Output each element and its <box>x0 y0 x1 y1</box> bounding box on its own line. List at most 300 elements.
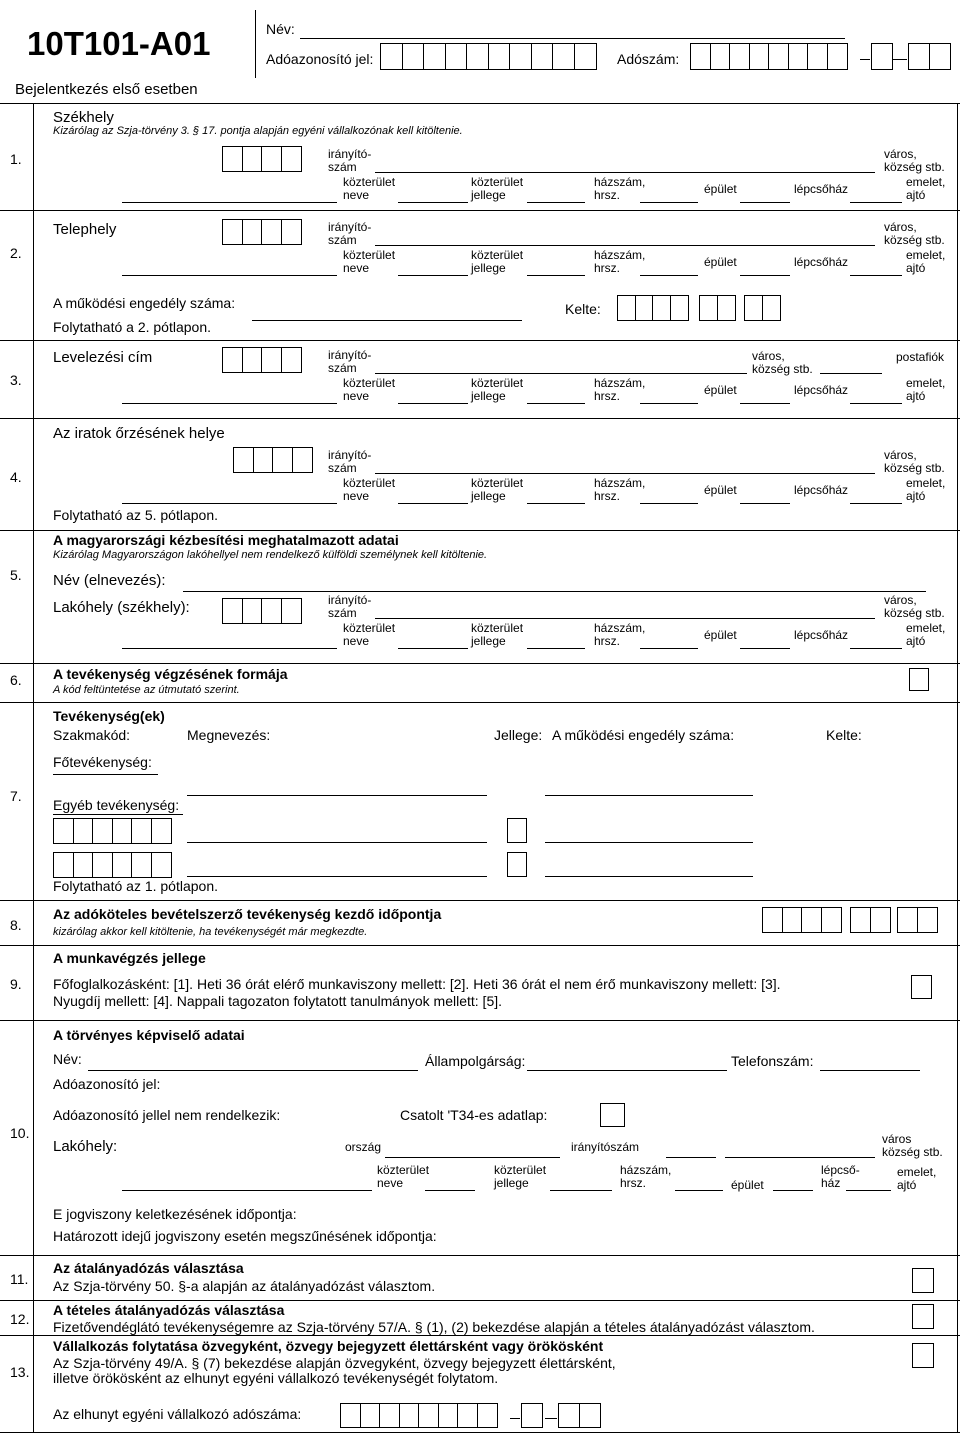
input-box-cell[interactable] <box>222 219 243 245</box>
input-box-cell[interactable] <box>908 43 930 70</box>
input-box-cell[interactable] <box>917 907 938 933</box>
house-number-label: házszám, hrsz. <box>620 1163 672 1190</box>
dash <box>860 59 870 60</box>
input-box-cell[interactable] <box>131 852 152 878</box>
input-box-cell[interactable] <box>272 447 293 473</box>
section-text: Fizetővendéglátó tevékenységemre az Szja-törvény 57/A. § (1), (2) bekezdése alapján a tételes átalányadózást választom. <box>53 1319 815 1335</box>
input-box-cell[interactable] <box>402 43 425 70</box>
input-box-cell[interactable] <box>788 43 809 70</box>
stair-label: lépcsőház <box>794 383 849 397</box>
city-line[interactable] <box>375 245 875 246</box>
street-name-label: közterület neve <box>343 621 396 648</box>
itemized-flat-rate-box[interactable] <box>912 1304 934 1329</box>
house-number-line[interactable] <box>640 503 698 504</box>
house-number-label: házszám, hrsz. <box>594 476 646 503</box>
input-box-cell[interactable] <box>131 818 152 844</box>
agent-name-line[interactable] <box>183 591 926 592</box>
header-taxnum-boxes-1[interactable] <box>690 43 846 70</box>
input-box-cell[interactable] <box>261 598 282 624</box>
input-box-cell[interactable] <box>73 852 94 878</box>
street-name-line[interactable] <box>398 503 468 504</box>
stair-line[interactable] <box>850 403 902 404</box>
sep <box>0 945 960 946</box>
house-number-line[interactable] <box>640 275 698 276</box>
continue-note: Folytatható az 5. pótlapon. <box>53 507 218 523</box>
postal-code-label: irányító- szám <box>328 147 372 174</box>
input-box-cell[interactable] <box>242 347 263 373</box>
rep-attached-label: Csatolt 'T34-es adatlap: <box>400 1107 548 1123</box>
input-box-cell[interactable] <box>574 43 597 70</box>
col-code: Szakmakód: <box>53 727 131 743</box>
rep-country-line[interactable] <box>385 1157 560 1158</box>
street-name-label: közterület neve <box>343 476 396 503</box>
section-title: Az adóköteles bevételszerző tevékenység kezdő időpontja <box>53 906 442 922</box>
postal-code-boxes[interactable] <box>222 347 300 373</box>
input-box-cell[interactable] <box>261 146 282 172</box>
section-number: 1. <box>10 151 22 167</box>
other-activity-line <box>53 814 183 815</box>
postal-code-boxes[interactable] <box>222 598 300 624</box>
city-line[interactable] <box>375 473 875 474</box>
sep <box>0 1300 960 1301</box>
building-label: épület <box>731 1178 764 1192</box>
sep <box>0 530 960 531</box>
license-number-line[interactable] <box>252 320 522 321</box>
input-box-cell[interactable] <box>690 43 711 70</box>
input-box-cell[interactable] <box>768 43 789 70</box>
input-box-cell[interactable] <box>380 43 403 70</box>
frame-num-col <box>33 103 34 1433</box>
rep-phone-line[interactable] <box>820 1070 920 1071</box>
sep <box>0 1335 960 1336</box>
city-label: város, község stb. <box>884 593 945 620</box>
start-date-boxes[interactable] <box>850 907 889 933</box>
section-number: 9. <box>10 976 22 992</box>
form-code: 10T101-A01 <box>27 25 211 62</box>
rep-street-type[interactable] <box>550 1190 612 1191</box>
input-box-cell[interactable] <box>292 447 313 473</box>
input-box-cell[interactable] <box>477 1403 498 1428</box>
rep-end-label: Határozott idejű jogviszony esetén megszűnésének időpontja: <box>53 1228 437 1244</box>
input-box-cell[interactable] <box>399 1403 420 1428</box>
other-activity-license-2[interactable] <box>545 876 753 877</box>
input-box-cell[interactable] <box>438 1403 459 1428</box>
section-number: 4. <box>10 469 22 485</box>
section-text: Az Szja-törvény 50. §-a alapján az átalányadózást választom. <box>53 1278 436 1294</box>
dash <box>545 1418 557 1419</box>
input-box-cell[interactable] <box>281 146 302 172</box>
section-text-2: illetve örökösként az elhunyt egyéni vállalkozó tevékenységét folytatom. <box>53 1370 499 1386</box>
input-box-cell[interactable] <box>261 347 282 373</box>
input-box-cell[interactable] <box>617 295 636 321</box>
input-box-cell[interactable] <box>509 43 532 70</box>
postal-code-label: irányító- szám <box>328 448 372 475</box>
header-divider <box>255 10 256 78</box>
street-type-line[interactable] <box>527 275 585 276</box>
city-line[interactable] <box>375 172 875 173</box>
section-number: 7. <box>10 788 22 804</box>
stair-line[interactable] <box>850 503 902 504</box>
section-title: Vállalkozás folytatása özvegyként, özvegy bejegyzett élettársként vagy örökösként <box>53 1338 604 1354</box>
rep-taxid-label: Adóazonosító jel: <box>53 1076 161 1092</box>
input-box-cell[interactable] <box>466 43 489 70</box>
main-activity-name-line[interactable] <box>187 795 487 796</box>
stair-line[interactable] <box>850 648 902 649</box>
main-activity-license-line[interactable] <box>545 795 753 796</box>
col-license: A működési engedély száma: <box>552 727 735 743</box>
rep-street-name[interactable] <box>425 1190 475 1191</box>
deceased-taxnum-boxes-1[interactable] <box>340 1403 496 1428</box>
postal-code-boxes[interactable] <box>222 146 300 172</box>
street-name-line[interactable] <box>398 275 468 276</box>
street-name-line[interactable] <box>398 202 468 203</box>
input-box-cell[interactable] <box>897 907 918 933</box>
section-note: kizárólag akkor kell kitöltenie, ha tevékenységét már megkezdte. <box>53 926 368 938</box>
section-title: Telephely <box>53 221 117 238</box>
house-number-line[interactable] <box>640 202 698 203</box>
rep-building[interactable] <box>773 1190 813 1191</box>
rep-postal-label: irányítószám <box>571 1140 640 1154</box>
header-taxid-boxes[interactable] <box>380 43 595 70</box>
section-title: Székhely <box>53 109 114 126</box>
input-box-cell[interactable] <box>531 43 554 70</box>
input-box-cell[interactable] <box>850 907 871 933</box>
building-line[interactable] <box>740 403 790 404</box>
input-box-cell[interactable] <box>340 1403 361 1428</box>
floor-label: emelet, ajtó <box>906 376 946 403</box>
input-box-cell[interactable] <box>744 295 763 321</box>
building-line[interactable] <box>740 275 790 276</box>
header-name-line[interactable] <box>300 38 845 39</box>
input-box-cell[interactable] <box>717 295 736 321</box>
street-type-label: közterület jellege <box>471 476 524 503</box>
section-number: 13. <box>10 1364 30 1380</box>
street-type-label: közterület jellege <box>471 621 524 648</box>
rep-attached-box[interactable] <box>600 1103 625 1127</box>
agent-name-label: Név (elnevezés): <box>53 572 166 589</box>
street-type-line[interactable] <box>527 403 585 404</box>
postal-code-boxes[interactable] <box>233 447 311 473</box>
activity-code-boxes-2[interactable] <box>53 852 170 878</box>
license-date-label: Kelte: <box>565 301 601 317</box>
street-type-line[interactable] <box>527 202 585 203</box>
input-box-cell[interactable] <box>379 1403 400 1428</box>
frame-right <box>957 103 958 1433</box>
floor-label: emelet, ajtó <box>906 476 946 503</box>
building-line[interactable] <box>740 503 790 504</box>
input-box-cell[interactable] <box>445 43 468 70</box>
street-name-label: közterület neve <box>343 376 396 403</box>
rep-city-label: város község stb. <box>882 1132 943 1159</box>
input-box-cell[interactable] <box>418 1403 439 1428</box>
building-label: épület <box>704 255 737 269</box>
input-box-cell[interactable] <box>782 907 803 933</box>
postbox-label: postafiók <box>896 350 945 364</box>
input-box-cell[interactable] <box>92 852 113 878</box>
input-box-cell[interactable] <box>281 347 302 373</box>
input-box-cell[interactable] <box>801 907 822 933</box>
continue-note: Folytatható a 2. pótlapon. <box>53 319 211 335</box>
section-note: Kizárólag Magyarországon lakóhellyel nem rendelkező külföldi személynek kell kitöltenie. <box>53 549 488 561</box>
building-line[interactable] <box>740 648 790 649</box>
input-box-cell[interactable] <box>53 852 74 878</box>
street-type-line[interactable] <box>527 648 585 649</box>
section-title: Levelezési cím <box>53 349 153 366</box>
input-box-cell[interactable] <box>635 295 654 321</box>
section-title: Az átalányadózás választása <box>53 1260 244 1276</box>
section-number: 12. <box>10 1311 30 1327</box>
input-box-cell[interactable] <box>652 295 671 321</box>
sep <box>0 210 960 211</box>
input-box-cell[interactable] <box>710 43 731 70</box>
rep-citizenship-label: Állampolgárság: <box>425 1053 526 1069</box>
input-box-cell[interactable] <box>457 1403 478 1428</box>
rep-citizenship-line[interactable] <box>527 1070 727 1071</box>
postal-code-label: irányító- szám <box>328 593 372 620</box>
work-type-text-1: Főfoglalkozásként: [1]. Heti 36 órát elérő munkaviszony mellett: [2]. Heti 36 órát el nem érő munkaviszony mellett: [3]. <box>53 976 781 992</box>
sep <box>0 340 960 341</box>
input-box-cell[interactable] <box>261 219 282 245</box>
frame-bottom <box>0 1432 960 1433</box>
input-box-cell[interactable] <box>253 447 274 473</box>
col-date: Kelte: <box>826 727 862 743</box>
input-box-cell[interactable] <box>112 818 133 844</box>
other-activity-name-1[interactable] <box>187 842 487 843</box>
input-box-cell[interactable] <box>242 146 263 172</box>
input-box-cell[interactable] <box>827 43 848 70</box>
floor-label: emelet, ajtó <box>906 621 946 648</box>
input-box-cell[interactable] <box>222 146 243 172</box>
sep <box>0 1255 960 1256</box>
section-title: A tételes átalányadózás választása <box>53 1302 285 1318</box>
rep-country-label: ország <box>345 1140 382 1154</box>
frame-top <box>0 103 960 104</box>
header-taxnum-box-2[interactable] <box>871 43 893 70</box>
form-subtitle: Bejelentkezés első esetben <box>15 81 198 98</box>
street-name-label: közterület neve <box>343 248 396 275</box>
other-activity-name-2[interactable] <box>187 876 487 877</box>
house-number-line[interactable] <box>640 648 698 649</box>
rep-city-line[interactable] <box>725 1157 875 1158</box>
input-box-cell[interactable] <box>222 347 243 373</box>
input-box-cell[interactable] <box>552 43 575 70</box>
input-box-cell[interactable] <box>870 907 891 933</box>
city-label: város, község stb. <box>884 220 945 247</box>
section-note: A kód feltüntetése az útmutató szerint. <box>53 684 240 696</box>
license-date-boxes[interactable] <box>744 295 779 321</box>
street-name-line[interactable] <box>398 403 468 404</box>
section-title: Az iratok őrzésének helye <box>53 425 225 442</box>
section-number: 2. <box>10 245 22 261</box>
main-activity-label: Főtevékenység: <box>53 754 152 770</box>
section-number: 3. <box>10 372 22 388</box>
input-box-cell[interactable] <box>558 1403 580 1428</box>
work-type-text-2: Nyugdíj mellett: [4]. Nappali tagozaton folytatott tanulmányok mellett: [5]. <box>53 993 503 1009</box>
section-number: 11. <box>10 1271 29 1287</box>
flat-rate-box[interactable] <box>912 1268 934 1293</box>
rep-street-line[interactable] <box>122 1190 372 1191</box>
header-taxnum-label: Adószám: <box>617 51 680 67</box>
rep-stair[interactable] <box>846 1190 891 1191</box>
street-type-label: közterület jellege <box>471 248 524 275</box>
stair-label: lépcsőház <box>794 483 849 497</box>
street-type-label: közterület jellege <box>471 175 524 202</box>
street-type-label: közterület jellege <box>494 1163 547 1190</box>
street-type-label: közterület jellege <box>471 376 524 403</box>
activity-form-box[interactable] <box>909 668 929 691</box>
street-line[interactable] <box>122 403 337 404</box>
street-line[interactable] <box>122 648 337 649</box>
input-box-cell[interactable] <box>281 219 302 245</box>
building-label: épület <box>704 483 737 497</box>
sep <box>0 702 960 703</box>
floor-label: emelet, ajtó <box>906 248 946 275</box>
house-number-label: házszám, hrsz. <box>594 621 646 648</box>
rep-residence-label: Lakóhely: <box>53 1138 118 1155</box>
city-line[interactable] <box>375 373 747 374</box>
input-box-cell[interactable] <box>423 43 446 70</box>
dash <box>893 59 907 60</box>
postal-code-label: irányító- szám <box>328 348 372 375</box>
rep-house-number[interactable] <box>675 1190 723 1191</box>
section-number: 5. <box>10 567 22 583</box>
input-box-cell[interactable] <box>242 598 263 624</box>
city-line[interactable] <box>375 618 875 619</box>
input-box-cell[interactable] <box>670 295 689 321</box>
stair-label: lépcsőház <box>794 628 849 642</box>
street-type-line[interactable] <box>527 503 585 504</box>
license-number-label: A működési engedély száma: <box>53 295 236 311</box>
rep-start-label: E jogviszony keletkezésének időpontja: <box>53 1206 297 1222</box>
input-box-cell[interactable] <box>488 43 511 70</box>
rep-no-taxid-label: Adóazonosító jellel nem rendelkezik: <box>53 1107 281 1123</box>
input-box-cell[interactable] <box>73 818 94 844</box>
street-name-label: közterület neve <box>343 175 396 202</box>
section-title: A törvényes képviselő adatai <box>53 1027 245 1043</box>
rep-name-label: Név: <box>53 1051 82 1067</box>
deceased-taxnum-label: Az elhunyt egyéni vállalkozó adószáma: <box>53 1406 302 1422</box>
input-box-cell[interactable] <box>749 43 770 70</box>
rep-phone-label: Telefonszám: <box>731 1053 814 1069</box>
sep <box>0 1020 960 1021</box>
floor-label: emelet, ajtó <box>906 175 946 202</box>
section-note: Kizárólag az Szja-törvény 3. § 17. pontja alapján egyéni vállalkozónak kell kitöltenie. <box>53 125 463 137</box>
building-label: épület <box>704 628 737 642</box>
building-label: épület <box>704 182 737 196</box>
input-box-cell[interactable] <box>579 1403 601 1428</box>
stair-line[interactable] <box>850 202 902 203</box>
section-title: A magyarországi kézbesítési meghatalmazott adatai <box>53 532 399 548</box>
work-type-box[interactable] <box>911 975 932 999</box>
sep <box>0 900 960 901</box>
activity-type-box-1[interactable] <box>507 818 527 843</box>
input-box-cell[interactable] <box>360 1403 381 1428</box>
rep-name-line[interactable] <box>88 1070 418 1071</box>
stair-label: lépcső- ház <box>821 1163 860 1190</box>
col-name: Megnevezés: <box>187 727 271 743</box>
input-box-cell[interactable] <box>242 219 263 245</box>
continuation-box[interactable] <box>912 1343 934 1368</box>
city-label: város, község stb. <box>884 147 945 174</box>
building-line[interactable] <box>740 202 790 203</box>
section-title: A tevékenység végzésének formája <box>53 666 288 682</box>
sep <box>0 663 960 664</box>
input-box-cell[interactable] <box>762 295 781 321</box>
activity-code-boxes-1[interactable] <box>53 818 170 844</box>
input-box-cell[interactable] <box>807 43 828 70</box>
input-box-cell[interactable] <box>233 447 254 473</box>
section-title: Tevékenység(ek) <box>53 708 165 724</box>
deceased-taxnum-boxes-3[interactable] <box>558 1403 599 1428</box>
house-number-label: házszám, hrsz. <box>594 175 646 202</box>
other-activity-license-1[interactable] <box>545 842 753 843</box>
col-type: Jellege: <box>494 727 543 743</box>
input-box-cell[interactable] <box>699 295 718 321</box>
section-number: 6. <box>10 672 22 688</box>
building-label: épület <box>704 383 737 397</box>
input-box-cell[interactable] <box>729 43 750 70</box>
activity-type-box-2[interactable] <box>507 852 527 877</box>
header-taxid-label: Adóazonosító jel: <box>266 51 374 67</box>
continue-note: Folytatható az 1. pótlapon. <box>53 878 218 894</box>
input-box-cell[interactable] <box>151 852 172 878</box>
postal-code-boxes[interactable] <box>222 219 300 245</box>
section-text-1: Az Szja-törvény 49/A. § (7) bekezdése alapján özvegyként, özvegy bejegyzett élettársként, <box>53 1355 616 1371</box>
sep <box>0 418 960 419</box>
main-activity-line[interactable] <box>53 774 158 775</box>
rep-postal-line[interactable] <box>666 1157 716 1158</box>
deceased-taxnum-box-2[interactable] <box>521 1403 543 1428</box>
stair-label: lépcsőház <box>794 255 849 269</box>
stair-label: lépcsőház <box>794 182 849 196</box>
license-date-boxes[interactable] <box>617 295 687 321</box>
house-number-label: házszám, hrsz. <box>594 248 646 275</box>
street-line[interactable] <box>122 503 337 504</box>
section-number: 8. <box>10 917 22 933</box>
input-box-cell[interactable] <box>929 43 951 70</box>
street-line[interactable] <box>122 275 337 276</box>
dash <box>510 1418 520 1419</box>
other-activity-label: Egyéb tevékenység: <box>53 797 180 813</box>
input-box-cell[interactable] <box>222 598 243 624</box>
street-name-line[interactable] <box>398 648 468 649</box>
start-date-boxes[interactable] <box>897 907 936 933</box>
input-box-cell[interactable] <box>762 907 783 933</box>
start-date-boxes[interactable] <box>762 907 840 933</box>
input-box-cell[interactable] <box>53 818 74 844</box>
input-box-cell[interactable] <box>92 818 113 844</box>
street-name-label: közterület neve <box>377 1163 430 1190</box>
house-number-line[interactable] <box>640 403 698 404</box>
input-box-cell[interactable] <box>151 818 172 844</box>
agent-residence-label: Lakóhely (székhely): <box>53 599 190 616</box>
city-label: város, község stb. <box>884 448 945 475</box>
license-date-boxes[interactable] <box>699 295 734 321</box>
header-taxnum-boxes-3[interactable] <box>908 43 949 70</box>
floor-label: emelet, ajtó <box>897 1165 937 1192</box>
input-box-cell[interactable] <box>112 852 133 878</box>
input-box-cell[interactable] <box>281 598 302 624</box>
house-number-label: házszám, hrsz. <box>594 376 646 403</box>
section-title: A munkavégzés jellege <box>53 950 206 966</box>
input-box-cell[interactable] <box>821 907 842 933</box>
street-line[interactable] <box>122 202 337 203</box>
stair-line[interactable] <box>850 275 902 276</box>
section-number: 10. <box>10 1125 30 1141</box>
postbox-line[interactable] <box>820 373 882 374</box>
header-name-label: Név: <box>266 21 295 37</box>
postal-code-label: irányító- szám <box>328 220 372 247</box>
